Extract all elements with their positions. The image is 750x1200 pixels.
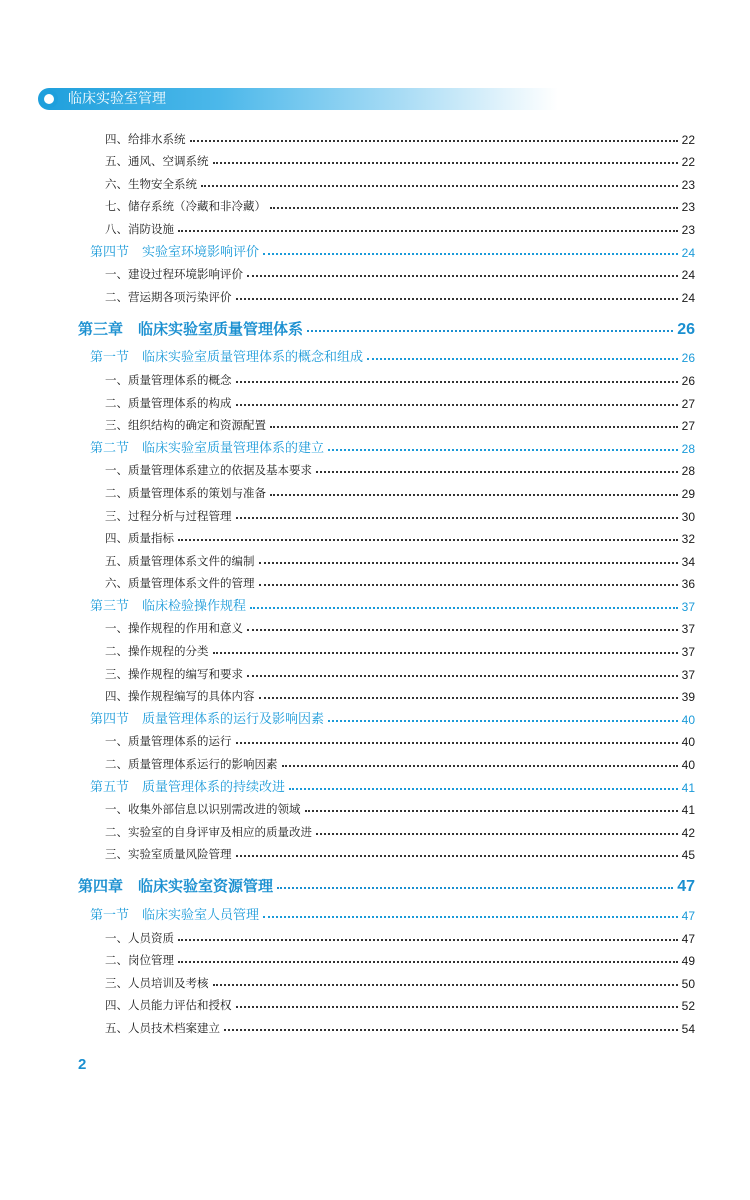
toc-entry-page: 27: [681, 396, 695, 411]
toc-entry-title: 一、收集外部信息以识别需改进的领域: [105, 802, 301, 817]
toc-section: [90, 433, 695, 456]
toc-entry-page: 37: [681, 645, 695, 660]
header-title: 临床实验室管理: [68, 91, 166, 107]
dot-leader: [178, 961, 678, 963]
toc-entry-page: 23: [681, 200, 695, 215]
toc-entry-page: 41: [681, 780, 695, 795]
toc-item: [105, 365, 695, 388]
toc-item: [105, 682, 695, 705]
toc-entry-page: 26: [681, 351, 695, 366]
toc-entry-title: 第三节 临床检验操作规程: [90, 598, 247, 614]
dot-leader: [236, 517, 678, 519]
toc-item: [105, 569, 695, 592]
toc-item: [105, 147, 695, 170]
dot-leader: [178, 230, 678, 232]
toc-entry-title: 六、质量管理体系文件的管理: [105, 576, 255, 591]
toc-entry-page: 54: [681, 1021, 695, 1036]
toc-entry-page: 36: [681, 577, 695, 592]
toc-item: [105, 1013, 695, 1036]
dot-leader: [247, 675, 678, 677]
toc-entry-title: 第四节 实验室环境影响评价: [90, 244, 260, 260]
toc-entry-page: 45: [681, 848, 695, 863]
toc-entry-title: 第三章 临床实验室质量管理体系: [78, 319, 304, 338]
toc-entry-title: 第二节 临床实验室质量管理体系的建立: [90, 440, 325, 456]
toc-entry-page: 22: [681, 132, 695, 147]
toc-entry-title: 五、质量管理体系文件的编制: [105, 553, 255, 568]
toc-entry-title: 二、质量管理体系的策划与准备: [105, 485, 266, 500]
toc-item: [105, 840, 695, 863]
toc-entry-title: 五、人员技术档案建立: [105, 1020, 220, 1035]
toc-entry-title: 第一节 临床实验室质量管理体系的概念和组成: [90, 350, 364, 366]
toc-entry-page: 47: [681, 931, 695, 946]
dot-leader: [236, 742, 678, 744]
dot-leader: [178, 939, 678, 941]
toc-entry-page: 37: [681, 622, 695, 637]
toc-item: [105, 659, 695, 682]
toc-item: [105, 749, 695, 772]
toc-entry-title: 六、生物安全系统: [105, 176, 197, 191]
toc-item: [105, 214, 695, 237]
toc-entry-page: 34: [681, 554, 695, 569]
toc-entry-title: 第五节 质量管理体系的持续改进: [90, 779, 286, 795]
toc-entry-title: 一、建设过程环境影响评价: [105, 267, 243, 282]
toc-section: [90, 237, 695, 260]
dot-leader: [236, 381, 678, 383]
dot-leader: [289, 788, 678, 790]
toc-section: [90, 772, 695, 795]
toc-item: [105, 260, 695, 283]
table-of-contents: [0, 124, 750, 1036]
toc-entry-title: 二、岗位管理: [105, 953, 174, 968]
toc-entry-title: 一、人员资质: [105, 930, 174, 945]
toc-entry-title: 一、质量管理体系的运行: [105, 734, 232, 749]
dot-leader: [259, 562, 678, 564]
dot-leader: [263, 253, 678, 255]
toc-entry-page: 27: [681, 419, 695, 434]
dot-leader: [201, 185, 678, 187]
dot-leader: [328, 720, 678, 722]
dot-leader: [263, 916, 678, 918]
toc-item: [105, 991, 695, 1014]
toc-entry-page: 52: [681, 999, 695, 1014]
toc-entry-title: 第四节 质量管理体系的运行及影响因素: [90, 711, 325, 727]
dot-leader: [307, 330, 673, 332]
toc-item: [105, 478, 695, 501]
toc-entry-page: 28: [681, 441, 695, 456]
page-number: 2: [78, 1056, 87, 1073]
toc-entry-title: 四、给排水系统: [105, 131, 186, 146]
toc-entry-title: 一、质量管理体系建立的依据及基本要求: [105, 463, 312, 478]
toc-entry-page: 30: [681, 509, 695, 524]
toc-entry-page: 40: [681, 712, 695, 727]
toc-entry-page: 47: [677, 878, 695, 896]
toc-entry-title: 三、组织结构的确定和资源配置: [105, 418, 266, 433]
toc-entry-page: 50: [681, 976, 695, 991]
toc-entry-title: 一、质量管理体系的概念: [105, 372, 232, 387]
dot-leader: [277, 887, 673, 889]
toc-item: [105, 456, 695, 479]
toc-item: [105, 636, 695, 659]
toc-chapter: [78, 866, 695, 896]
toc-entry-page: 24: [681, 290, 695, 305]
toc-entry-page: 40: [681, 735, 695, 750]
toc-entry-page: 41: [681, 803, 695, 818]
toc-entry-title: 第一节 临床实验室人员管理: [90, 908, 260, 923]
dot-leader: [224, 1029, 678, 1031]
toc-item: [105, 282, 695, 305]
toc-item: [105, 124, 695, 147]
dot-leader: [250, 607, 678, 609]
toc-entry-title: 二、操作规程的分类: [105, 644, 209, 659]
dot-leader: [190, 140, 678, 142]
toc-entry-page: 24: [681, 245, 695, 260]
dot-leader: [236, 404, 678, 406]
dot-leader: [270, 426, 678, 428]
toc-item: [105, 795, 695, 818]
toc-entry-page: 49: [681, 954, 695, 969]
dot-leader: [316, 471, 678, 473]
dot-leader: [328, 449, 678, 451]
toc-entry-title: 八、消防设施: [105, 221, 174, 236]
toc-item: [105, 946, 695, 969]
dot-leader: [213, 652, 678, 654]
toc-item: [105, 169, 695, 192]
toc-entry-page: 40: [681, 758, 695, 773]
toc-entry-title: 四、操作规程编写的具体内容: [105, 689, 255, 704]
dot-leader: [305, 810, 678, 812]
toc-entry-title: 二、营运期各项污染评价: [105, 289, 232, 304]
toc-entry-page: 29: [681, 486, 695, 501]
toc-entry-title: 四、质量指标: [105, 531, 174, 546]
dot-leader: [259, 584, 678, 586]
toc-entry-title: 一、操作规程的作用和意义: [105, 621, 243, 636]
dot-leader: [236, 1006, 678, 1008]
header-bullet-icon: [40, 90, 58, 108]
toc-entry-page: 42: [681, 825, 695, 840]
toc-entry-title: 三、过程分析与过程管理: [105, 508, 232, 523]
toc-entry-page: 22: [681, 155, 695, 170]
toc-entry-title: 三、操作规程的编写和要求: [105, 666, 243, 681]
toc-entry-title: 二、质量管理体系运行的影响因素: [105, 757, 278, 772]
dot-leader: [316, 833, 678, 835]
toc-item: [105, 817, 695, 840]
toc-item: [105, 524, 695, 547]
toc-entry-page: 23: [681, 177, 695, 192]
toc-item: [105, 192, 695, 215]
toc-entry-page: 28: [681, 464, 695, 479]
toc-item: [105, 546, 695, 569]
toc-entry-title: 第四章 临床实验室资源管理: [78, 877, 274, 896]
toc-item: [105, 923, 695, 946]
running-header: [38, 88, 558, 110]
toc-entry-title: 五、通风、空调系统: [105, 154, 209, 169]
dot-leader: [259, 697, 678, 699]
toc-item: [105, 411, 695, 434]
toc-item: [105, 727, 695, 750]
dot-leader: [213, 162, 678, 164]
toc-entry-title: 二、实验室的自身评审及相应的质量改进: [105, 824, 312, 839]
toc-entry-title: 三、实验室质量风险管理: [105, 847, 232, 862]
toc-item: [105, 388, 695, 411]
toc-entry-title: 四、人员能力评估和授权: [105, 998, 232, 1013]
toc-section: [90, 900, 695, 923]
toc-section: [90, 343, 695, 366]
dot-leader: [270, 494, 678, 496]
toc-entry-page: 37: [681, 599, 695, 614]
dot-leader: [247, 275, 678, 277]
toc-chapter: [78, 309, 695, 339]
dot-leader: [270, 207, 678, 209]
toc-entry-title: 二、质量管理体系的构成: [105, 395, 232, 410]
dot-leader: [282, 765, 678, 767]
toc-entry-page: 26: [677, 320, 695, 338]
toc-entry-page: 37: [681, 667, 695, 682]
toc-item: [105, 614, 695, 637]
toc-item: [105, 501, 695, 524]
toc-entry-title: 三、人员培训及考核: [105, 975, 209, 990]
toc-entry-title: 七、储存系统（冷藏和非冷藏）: [105, 199, 266, 214]
toc-entry-page: 47: [681, 909, 695, 923]
dot-leader: [367, 358, 678, 360]
toc-entry-page: 24: [681, 268, 695, 283]
toc-section: [90, 704, 695, 727]
dot-leader: [247, 629, 678, 631]
toc-item: [105, 968, 695, 991]
dot-leader: [213, 984, 678, 986]
toc-entry-page: 32: [681, 532, 695, 547]
toc-entry-page: 26: [681, 373, 695, 388]
dot-leader: [236, 298, 678, 300]
toc-entry-page: 39: [681, 690, 695, 705]
dot-leader: [236, 855, 678, 857]
toc-entry-page: 23: [681, 222, 695, 237]
dot-leader: [178, 539, 678, 541]
toc-section: [90, 591, 695, 614]
